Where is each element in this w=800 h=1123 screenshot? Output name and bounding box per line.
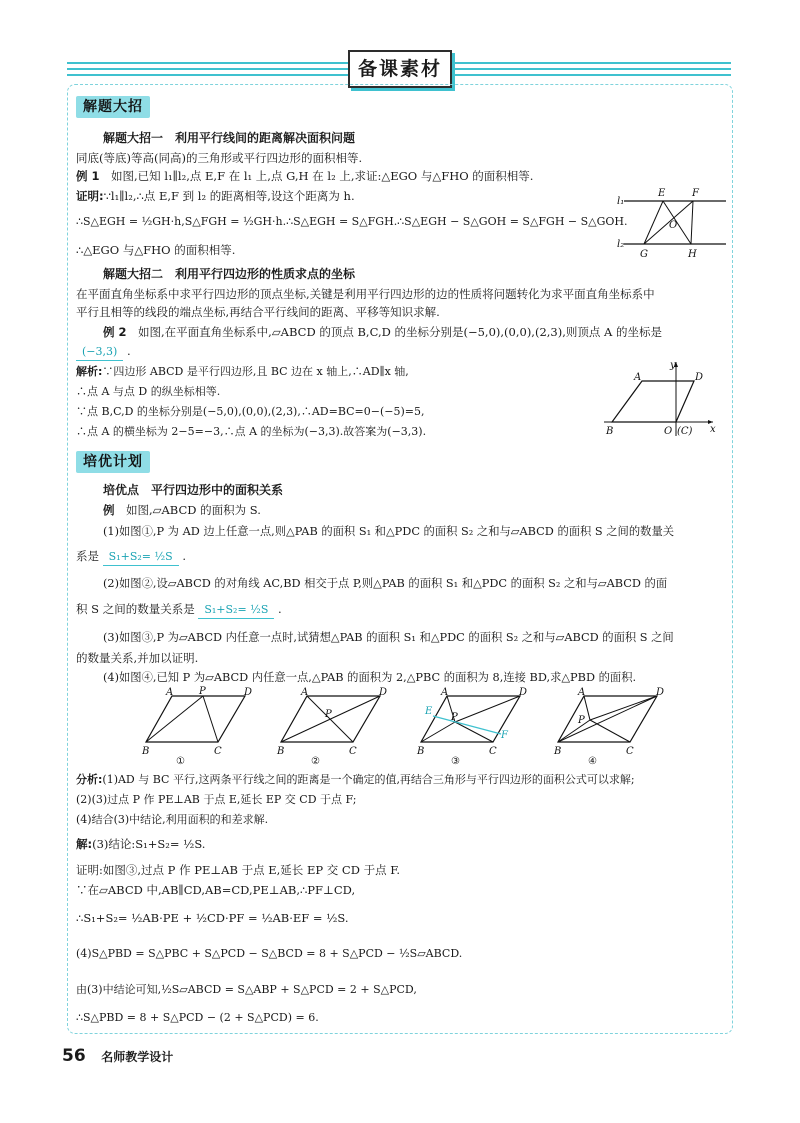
p1-example xyxy=(76,168,533,184)
label-P: P xyxy=(578,715,585,726)
q1-line-1: (1)如图①,P 为 AD 边上任意一点,则△PAB 的面积 S₁ 和△PDC 的面积 S₂ 之和与▱ABCD 的面积 S 之间的数量关 xyxy=(103,525,675,538)
label-G: G xyxy=(640,249,648,260)
q3-line-1: (3)如图③,P 为▱ABCD 内任意一点时,试猜想△PAB 的面积 S₁ 和△PDC 的面积 S₂ 之和与▱ABCD 的面积 S 之间 xyxy=(103,631,674,644)
p2-intro-1: 在平面直角坐标系中求平行四边形的顶点坐标,关键是利用平行四边形的边的性质将问题转化为求平面直角坐标系中 xyxy=(76,287,655,301)
label-l2: l₂ xyxy=(617,239,625,250)
figure-number: ① xyxy=(176,756,185,767)
solution-3: ∵在▱ABCD 中,AB∥CD,AB=CD,PE⊥AB,∴PF⊥CD, xyxy=(76,883,356,897)
answer-blank-2: S₁+S₂= ½S xyxy=(198,602,274,619)
analysis-2: (2)(3)过点 P 作 PE⊥AB 于点 E,延长 EP 交 CD 于点 F; xyxy=(76,793,357,806)
solution-line: ∵四边形 ABCD 是平行四边形,且 BC 边在 x 轴上,∴AD∥x 轴, xyxy=(102,365,409,378)
figure-4 xyxy=(553,687,664,767)
figure-number: ② xyxy=(311,756,320,767)
label-O: O xyxy=(669,220,678,231)
label-y: y xyxy=(670,360,676,371)
p2-sol-1 xyxy=(76,364,409,380)
section-tag-tips: 解题大招 xyxy=(76,96,150,118)
proof-label: 证明: xyxy=(76,189,104,203)
heading-2: 解题大招二 利用平行四边形的性质求点的坐标 xyxy=(103,267,356,281)
label-x: x xyxy=(710,424,716,435)
label-D: D xyxy=(695,372,704,383)
p2-example xyxy=(103,324,662,340)
label-B: B xyxy=(554,746,562,757)
label-P: P xyxy=(325,709,332,720)
q3-line-2: 的数量关系,并加以证明. xyxy=(76,651,199,665)
label-C: C xyxy=(214,746,222,757)
figure-number: ③ xyxy=(451,756,460,767)
label-F: F xyxy=(501,730,508,741)
solution-label: 解析: xyxy=(76,365,103,378)
page-number: 56 xyxy=(62,1046,86,1066)
p2-sol-4: ∴点 A 的横坐标为 2−5=−3,∴点 A 的坐标为(−3,3).故答案为(−3,3). xyxy=(76,425,427,438)
page-title: 备课素材 xyxy=(348,50,452,88)
answer-blank: (−3,3) xyxy=(76,344,123,361)
p1-proof-1 xyxy=(76,188,355,204)
label-F: F xyxy=(692,188,699,199)
book-title: 名师教学设计 xyxy=(101,1050,174,1064)
label-A: A xyxy=(166,687,174,698)
example-text: 如图,在平面直角坐标系中,▱ABCD 的顶点 B,C,D 的坐标分别是(−5,0),(0,0),(2,3),则顶点 A 的坐标是 xyxy=(138,325,662,339)
label-A: A xyxy=(578,687,586,698)
analysis-1 xyxy=(76,772,635,788)
label-B: B xyxy=(417,746,425,757)
label-A: A xyxy=(441,687,449,698)
label-P: P xyxy=(451,712,458,723)
section-tag-advanced: 培优计划 xyxy=(76,451,150,473)
label-D: D xyxy=(656,687,665,698)
example-label: 例 xyxy=(103,503,115,517)
analysis-line: (1)AD 与 BC 平行,这两条平行线之间的距离是一个确定的值,再结合三角形与平行四边形的面积公式可以求解; xyxy=(102,773,635,786)
solution-line: (3)结论:S₁+S₂= ½S. xyxy=(92,837,206,851)
heading-1: 解题大招一 利用平行线间的距离解决面积问题 xyxy=(103,131,356,145)
label-E: E xyxy=(425,706,433,717)
q2-line-1: (2)如图②,设▱ABCD 的对角线 AC,BD 相交于点 P,则△PAB 的面积 S₁ 和△PDC 的面积 S₂ 之和与▱ABCD 的面 xyxy=(103,577,668,590)
q2-line-2: 积 S 之间的数量关系是 S₁+S₂= ½S . xyxy=(76,601,282,619)
label-O: O xyxy=(664,426,673,437)
p1-intro: 同底(等底)等高(同高)的三角形或平行四边形的面积相等. xyxy=(76,151,363,165)
q1-text: 系是 xyxy=(76,549,99,563)
label-C: C xyxy=(489,746,497,757)
q2-text: 积 S 之间的数量关系是 xyxy=(76,602,195,616)
figure-2 xyxy=(276,687,387,767)
example-label: 例 2 xyxy=(103,325,127,339)
answer-blank-1: S₁+S₂= ½S xyxy=(103,549,179,566)
proof-line: ∵l₁∥l₂,∴点 E,F 到 l₂ 的距离相等,设这个距离为 h. xyxy=(103,189,355,203)
label-H: H xyxy=(688,249,697,260)
label-A: A xyxy=(634,372,642,383)
solution-6: 由(3)中结论可知,½S▱ABCD = S△ABP + S△PCD = 2 + S△PCD, xyxy=(76,983,417,996)
figure-parallel-lines xyxy=(614,186,730,260)
example-text: 如图,▱ABCD 的面积为 S. xyxy=(126,503,261,517)
label-D: D xyxy=(244,687,253,698)
label-B: B xyxy=(606,426,614,437)
label-B: B xyxy=(142,746,150,757)
label-C: (C) xyxy=(677,426,693,437)
q1-line-2: 系是 S₁+S₂= ½S . xyxy=(76,548,186,566)
label-C: C xyxy=(349,746,357,757)
figure-coordinate-parallelogram xyxy=(598,358,718,440)
example-text: 如图,已知 l₁∥l₂,点 E,F 在 l₁ 上,点 G,H 在 l₂ 上,求证:△EGO 与△FHO 的面积相等. xyxy=(111,169,534,183)
solution-5: (4)S△PBD = S△PBC + S△PCD − S△BCD = 8 + S△PCD − ½S▱ABCD. xyxy=(76,947,463,960)
p2-sol-2: ∴点 A 与点 D 的纵坐标相等. xyxy=(76,385,221,398)
example-label: 例 1 xyxy=(76,169,100,183)
p1-proof-2: ∴S△EGH = ½GH·h,S△FGH = ½GH·h.∴S△EGH = S△FGH.∴S△EGH − S△GOH = S△FGH − S△GOH. xyxy=(76,215,628,228)
p3-example xyxy=(103,502,261,518)
analysis-3: (4)结合(3)中结论,利用面积的和差求解. xyxy=(76,813,269,826)
heading-3: 培优点 平行四边形中的面积关系 xyxy=(103,483,284,497)
solution-2: 证明:如图③,过点 P 作 PE⊥AB 于点 E,延长 EP 交 CD 于点 F. xyxy=(76,863,401,877)
label-B: B xyxy=(277,746,285,757)
label-E: E xyxy=(658,188,666,199)
figures-parallelograms xyxy=(140,686,670,768)
analysis-label: 分析: xyxy=(76,773,103,786)
figure-number: ④ xyxy=(588,756,597,767)
label-A: A xyxy=(301,687,309,698)
figure-1 xyxy=(141,686,252,767)
label-C: C xyxy=(626,746,634,757)
p2-answer-line: (−3,3) . xyxy=(76,343,131,361)
p2-sol-3: ∵点 B,C,D 的坐标分别是(−5,0),(0,0),(2,3),∴AD=BC=0−(−5)=5, xyxy=(76,405,425,418)
label-D: D xyxy=(379,687,388,698)
figure-3 xyxy=(416,687,527,767)
solution-label: 解: xyxy=(76,837,93,851)
solution-7: ∴S△PBD = 8 + S△PCD − (2 + S△PCD) = 6. xyxy=(76,1011,319,1024)
p2-intro-2: 平行且相等的线段的端点坐标,再结合平行线间的距离、平移等知识求解. xyxy=(76,305,440,319)
p1-proof-3: ∴△EGO 与△FHO 的面积相等. xyxy=(76,243,236,257)
page-footer xyxy=(62,1046,173,1066)
label-P: P xyxy=(199,686,206,697)
solution-1 xyxy=(76,836,205,852)
solution-4: ∴S₁+S₂= ½AB·PE + ½CD·PF = ½AB·EF = ½S. xyxy=(76,911,349,925)
label-D: D xyxy=(519,687,528,698)
label-l1: l₁ xyxy=(617,196,625,207)
q4-line: (4)如图④,已知 P 为▱ABCD 内任意一点,△PAB 的面积为 2,△PBC 的面积为 8,连接 BD,求△PBD 的面积. xyxy=(103,671,637,684)
